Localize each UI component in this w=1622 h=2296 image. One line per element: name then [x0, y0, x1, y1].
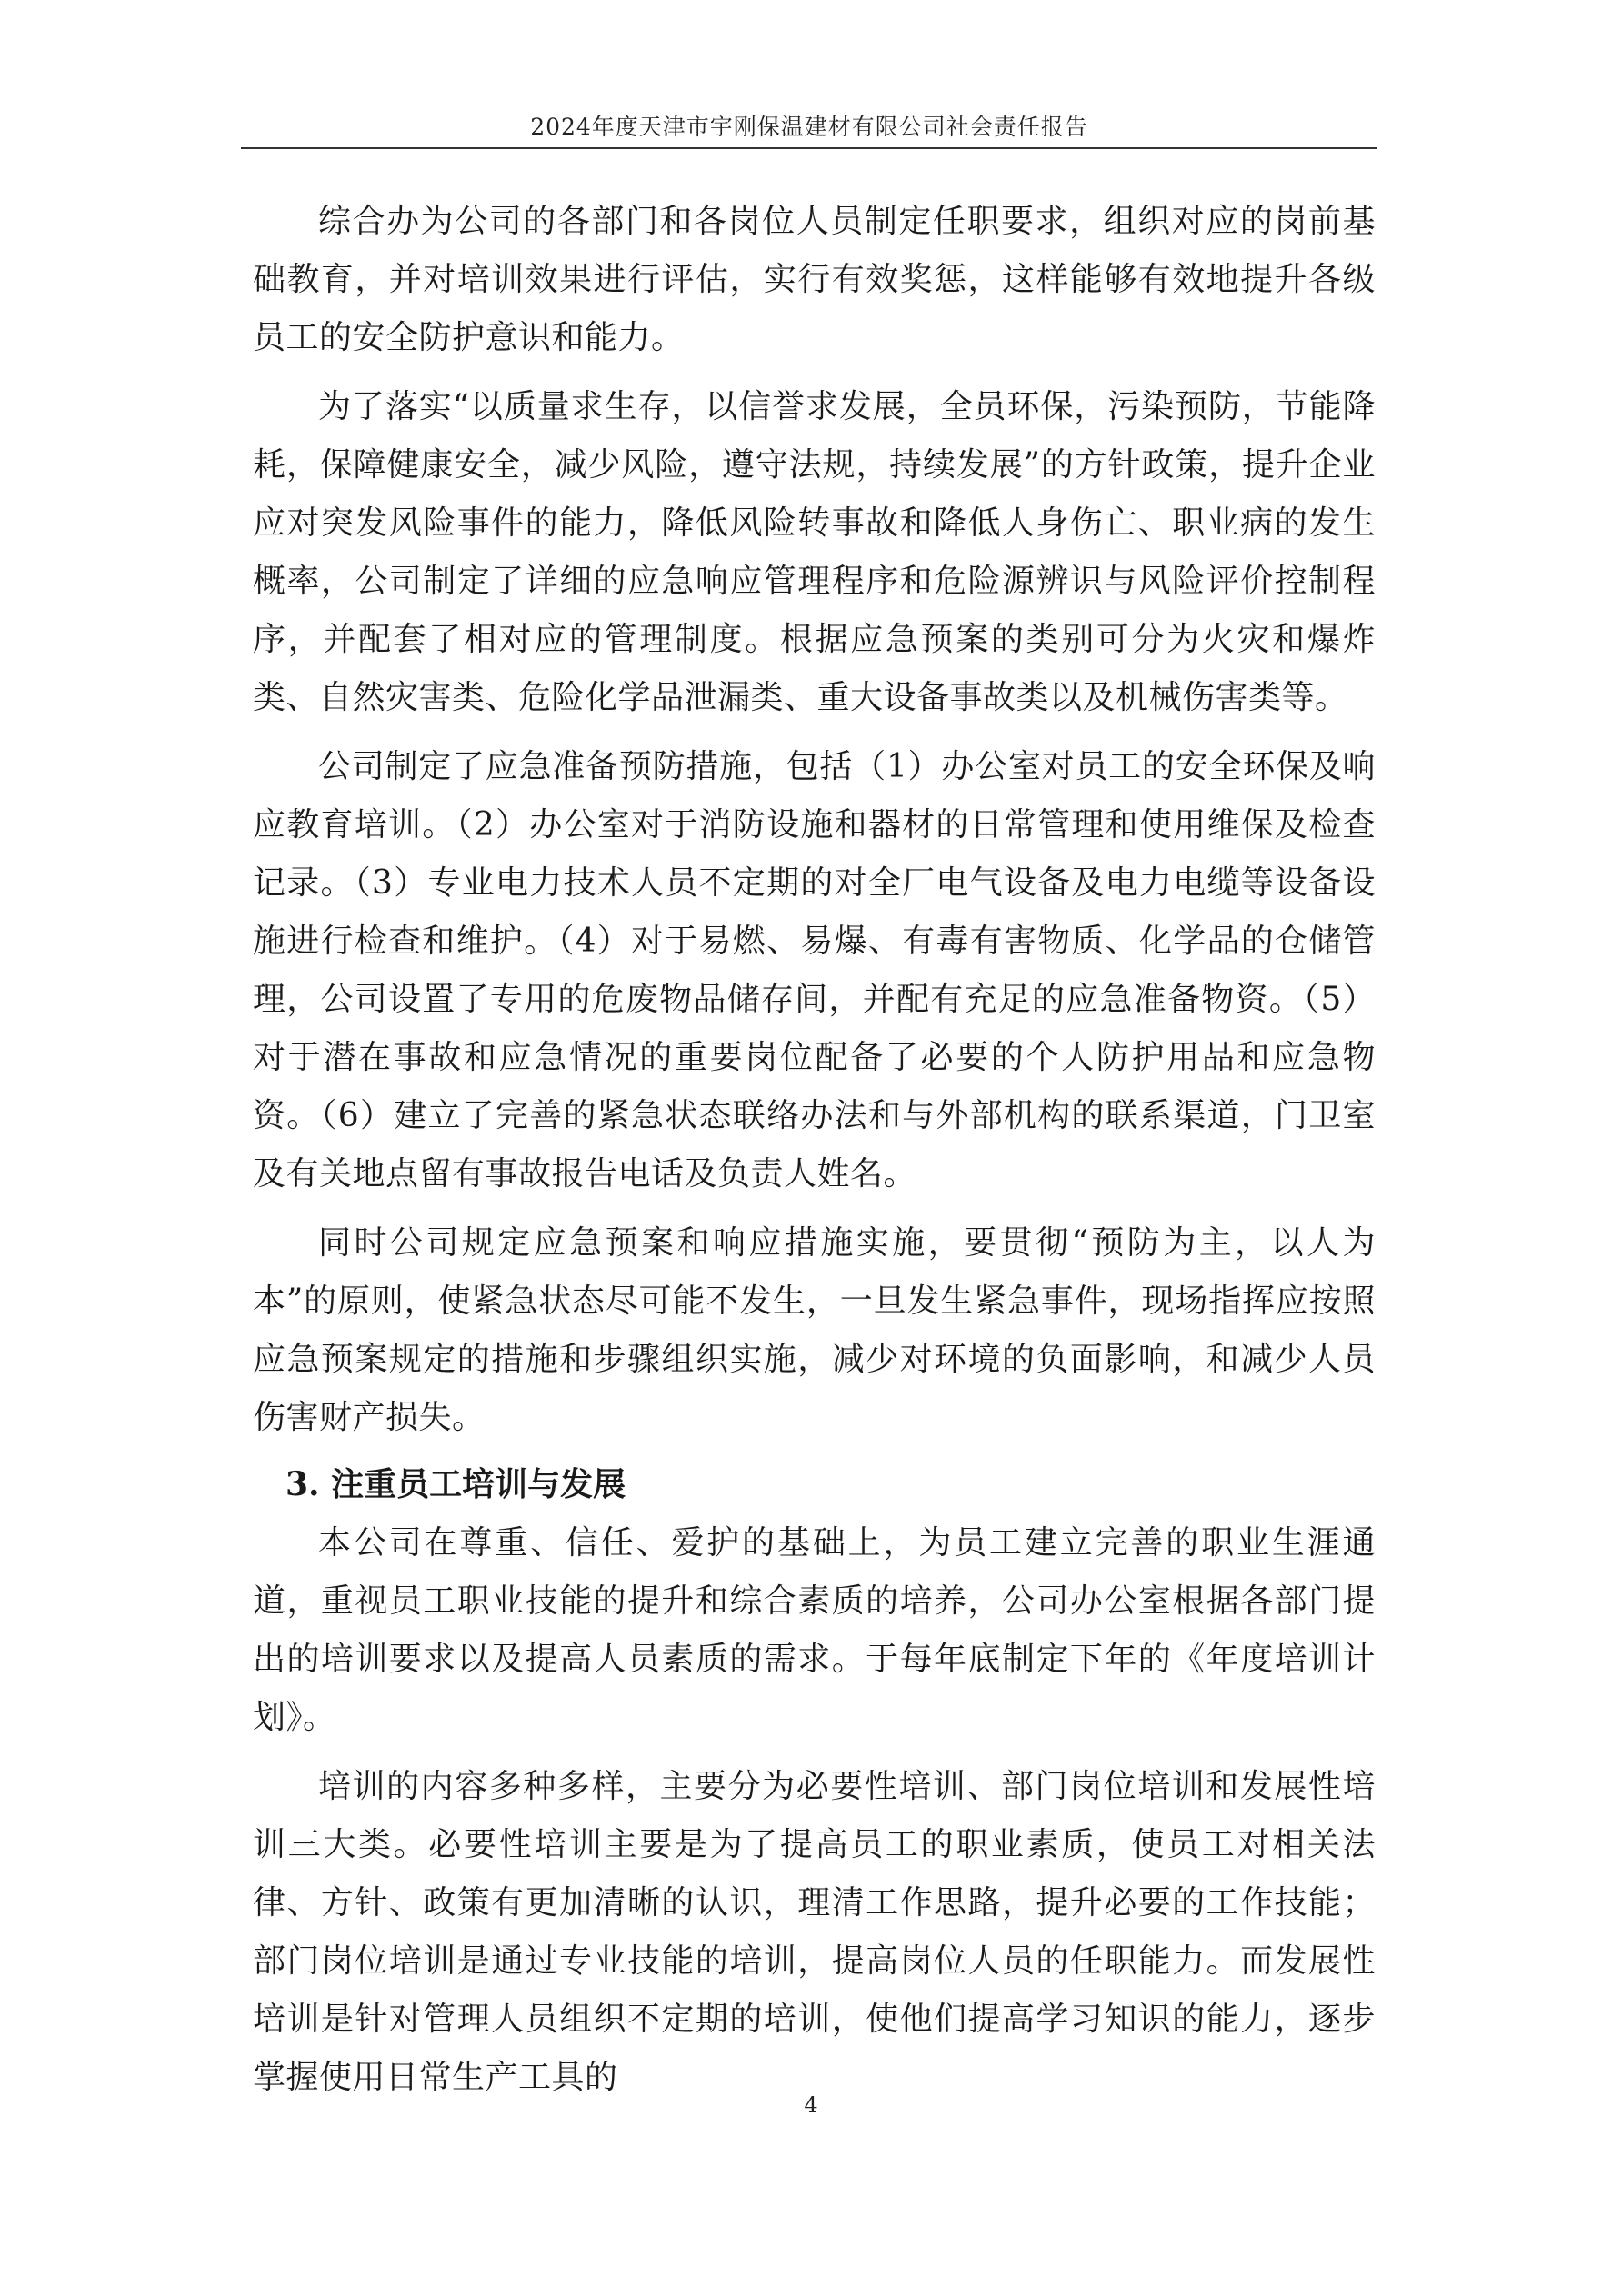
paragraph-emergency-policy: 为了落实“以质量求生存，以信誉求发展，全员环保，污染预防，节能降耗，保障健康安全，减少风险，遵守法规，持续发展”的方针政策，提升企业应对突发风险事件的能力，降低风险转事故和降低人身伤亡、职业病的发生概率，公司制定了详细的应急响应管理程序和危险源辨识与风险评价控制程序，并配套了相对应的管理制度。根据应急预案的类别可分为火灾和爆炸类、自然灾害类、危险化学品泄漏类、重大设备事故类以及机械伤害类等。 — [253, 388, 1376, 716]
paragraph-emergency-principles: 同时公司规定应急预案和响应措施实施，要贯彻“预防为主，以人为本”的原则，使紧急状态尽可能不发生，一旦发生紧急事件，现场指挥应按照应急预案规定的措施和步骤组织实施，减少对环境的负面影响，和减少人员伤害财产损失。 — [253, 1224, 1376, 1436]
header-rule — [241, 147, 1377, 149]
document-body — [253, 193, 1376, 2107]
paragraph-job-requirements: 综合办为公司的各部门和各岗位人员制定任职要求，组织对应的岗前基础教育，并对培训效果进行评估，实行有效奖惩，这样能够有效地提升各级员工的安全防护意识和能力。 — [253, 203, 1376, 356]
page-number: 4 — [804, 2092, 818, 2118]
running-header: 2024年度天津市宇刚保温建材有限公司社会责任报告 — [530, 114, 1088, 140]
section-heading-training: 3. 注重员工培训与发展 — [285, 1465, 626, 1503]
paragraph-training-types: 培训的内容多种多样，主要分为必要性培训、部门岗位培训和发展性培训三大类。必要性培训主要是为了提高员工的职业素质，使员工对相关法律、方针、政策有更加清晰的认识，理清工作思路，提升必要的工作技能；部门岗位培训是通过专业技能的培训，提高岗位人员的任职能力。而发展性培训是针对管理人员组织不定期的培训，使他们提高学习知识的能力，逐步掌握使用日常生产工具的 — [253, 1768, 1376, 2096]
paragraph-career-development: 本公司在尊重、信任、爱护的基础上，为员工建立完善的职业生涯通道，重视员工职业技能的提升和综合素质的培养，公司办公室根据各部门提出的培训要求以及提高人员素质的需求。于每年底制定下年的《年度培训计划》。 — [253, 1524, 1376, 1736]
paragraph-emergency-measures: 公司制定了应急准备预防措施，包括（1）办公室对员工的安全环保及响应教育培训。（2）办公室对于消防设施和器材的日常管理和使用维保及检查记录。（3）专业电力技术人员不定期的对全厂电气设备及电力电缆等设备设施进行检查和维护。（4）对于易燃、易爆、有毒有害物质、化学品的仓储管理，公司设置了专用的危废物品储存间，并配有充足的应急准备物资。（5）对于潜在事故和应急情况的重要岗位配备了必要的个人防护用品和应急物资。（6）建立了完善的紧急状态联络办法和与外部机构的联系渠道，门卫室及有关地点留有事故报告电话及负责人姓名。 — [253, 748, 1376, 1193]
